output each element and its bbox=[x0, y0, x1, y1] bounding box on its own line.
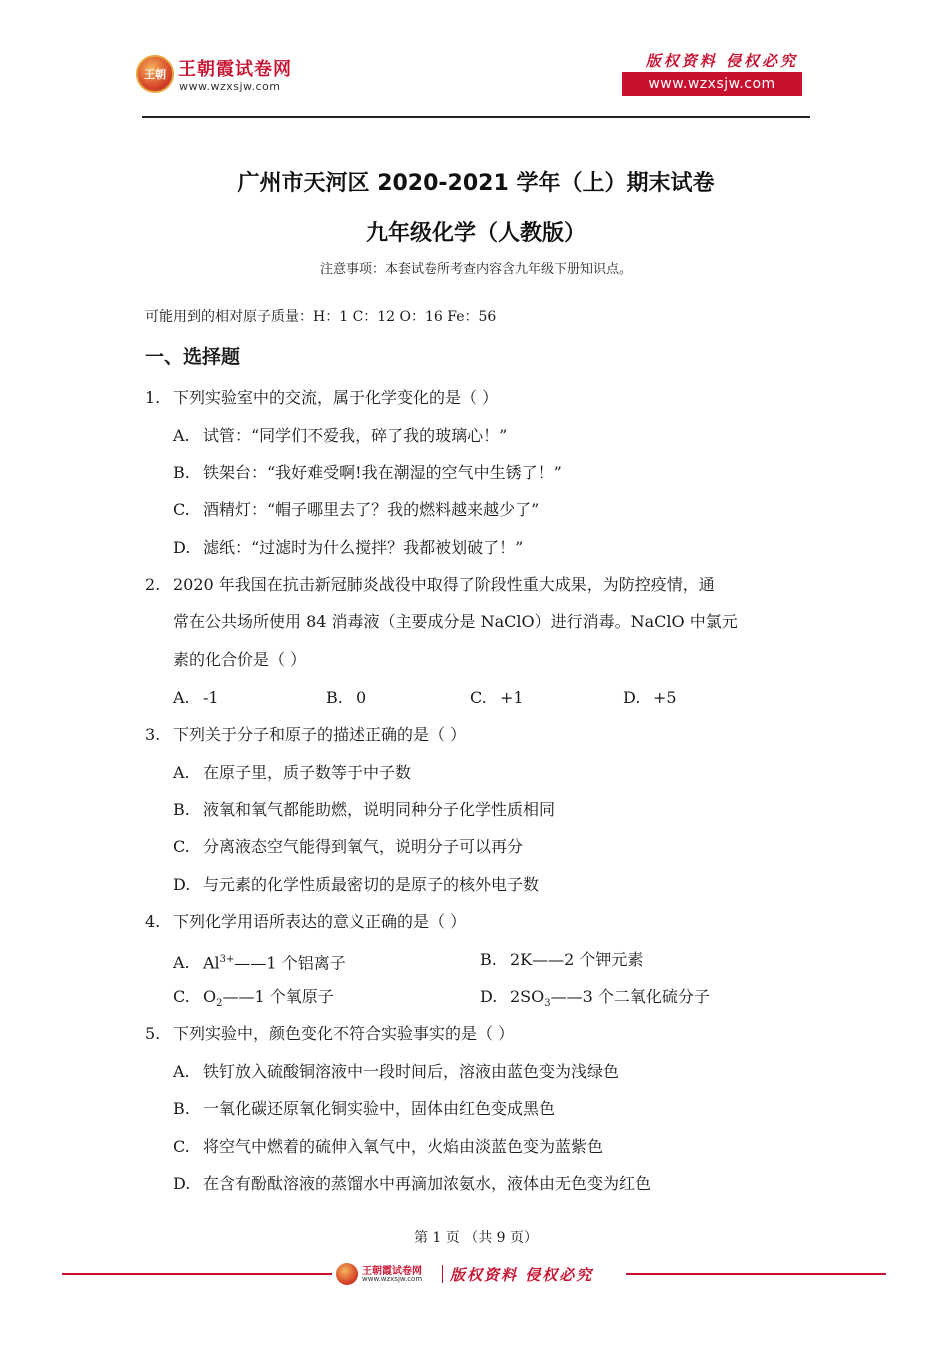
question-3-option-d: D. 与元素的化学性质最密切的是原子的核外电子数 bbox=[173, 875, 540, 894]
footer-site-url[interactable]: www.wzxsjw.com bbox=[362, 1275, 423, 1283]
question-3-option-b: B. 液氧和氧气都能助燃，说明同种分子化学性质相同 bbox=[173, 800, 556, 819]
question-4 bbox=[145, 912, 466, 932]
question-3-option-a: A. 在原子里，质子数等于中子数 bbox=[173, 763, 412, 782]
question-2-option-c: C. +1 bbox=[470, 688, 524, 707]
question-2 bbox=[145, 575, 715, 595]
question-3 bbox=[145, 725, 466, 745]
footer-logo-icon bbox=[336, 1263, 358, 1285]
footer-rule-right bbox=[626, 1273, 886, 1275]
exam-subtitle: 九年级化学（人教版） bbox=[365, 221, 586, 246]
question-2-option-d: D. +5 bbox=[623, 688, 677, 707]
site-name: 王朝霞试卷网 bbox=[178, 59, 292, 80]
question-3-option-c: C. 分离液态空气能得到氧气，说明分子可以再分 bbox=[173, 837, 524, 856]
question-number: 1. bbox=[145, 388, 161, 407]
question-1-option-a: A. 试管：“同学们不爱我，碎了我的玻璃心！” bbox=[173, 426, 508, 445]
question-stem: 下列关于分子和原子的描述正确的是（ ） bbox=[173, 725, 467, 744]
question-5 bbox=[145, 1024, 514, 1044]
question-1-option-c: C. 酒精灯：“帽子哪里去了？我的燃料越来越少了” bbox=[173, 500, 540, 519]
question-2-stem-cont-2: 素的化合价是（ ） bbox=[173, 650, 307, 669]
atomic-masses: 可能用到的相对原子质量：H：1 C：12 O：16 Fe：56 bbox=[145, 309, 497, 325]
question-5-option-d: D. 在含有酚酞溶液的蒸馏水中再滴加浓氨水，液体由无色变为红色 bbox=[173, 1174, 652, 1193]
question-stem: 2020 年我国在抗击新冠肺炎战役中取得了阶段性重大成果，为防控疫情，通 bbox=[173, 575, 715, 594]
question-5-option-c: C. 将空气中燃着的硫伸入氧气中，火焰由淡蓝色变为蓝紫色 bbox=[173, 1137, 604, 1156]
section-title: 一、选择题 bbox=[145, 346, 241, 368]
exam-title: 广州市天河区 2020-2021 学年（上）期末试卷 bbox=[237, 171, 715, 196]
question-stem: 下列化学用语所表达的意义正确的是（ ） bbox=[173, 912, 467, 931]
question-4-option-a: A. $Al^{3+}——1$ 个铝离子 bbox=[173, 953, 346, 973]
question-2-option-a: A. -1 bbox=[173, 688, 219, 707]
question-4-option-c: C. $O_2——1$ 个氧原子 bbox=[173, 987, 334, 1010]
header-divider bbox=[142, 116, 810, 118]
site-url-banner[interactable]: www.wzxsjw.com bbox=[622, 72, 802, 96]
site-url[interactable]: www.wzxsjw.com bbox=[179, 80, 281, 93]
exam-notice: 注意事项：本套试卷所考查内容含九年级下册知识点。 bbox=[319, 262, 632, 277]
question-2-option-b: B. 0 bbox=[326, 688, 367, 707]
question-1-option-b: B. 铁架台：“我好难受啊!我在潮湿的空气中生锈了！” bbox=[173, 463, 562, 482]
question-number: 5. bbox=[145, 1024, 161, 1043]
question-stem: 下列实验室中的交流，属于化学变化的是（ ） bbox=[173, 388, 499, 407]
question-4-option-b: B. 2K——2 个钾元素 bbox=[480, 950, 644, 969]
question-number: 2. bbox=[145, 575, 161, 594]
footer-separator bbox=[442, 1265, 443, 1283]
site-logo-icon: 王朝 bbox=[136, 55, 174, 93]
question-1 bbox=[145, 388, 498, 408]
page-number: 第 1 页 （共 9 页） bbox=[413, 1230, 539, 1246]
question-5-option-a: A. 铁钉放入硫酸铜溶液中一段时间后，溶液由蓝色变为浅绿色 bbox=[173, 1062, 620, 1081]
page-header bbox=[136, 50, 812, 116]
question-2-stem-cont-1: 常在公共场所使用 84 消毒液（主要成分是 NaClO）进行消毒。NaClO 中氯元 bbox=[173, 612, 738, 631]
question-number: 4. bbox=[145, 912, 161, 931]
question-1-option-d: D. 滤纸：“过滤时为什么搅拌？我都被划破了！” bbox=[173, 538, 524, 557]
footer-copyright: 版权资料 侵权必究 bbox=[450, 1266, 594, 1284]
copyright-notice: 版权资料 侵权必究 bbox=[645, 52, 798, 70]
question-4-option-d: D. $2SO_3——3$ 个二氧化硫分子 bbox=[480, 987, 710, 1010]
footer-site-name: 王朝霞试卷网 bbox=[362, 1266, 422, 1277]
question-number: 3. bbox=[145, 725, 161, 744]
footer-rule-left bbox=[62, 1273, 332, 1275]
question-stem: 下列实验中，颜色变化不符合实验事实的是（ ） bbox=[173, 1024, 515, 1043]
question-5-option-b: B. 一氧化碳还原氧化铜实验中，固体由红色变成黑色 bbox=[173, 1099, 556, 1118]
